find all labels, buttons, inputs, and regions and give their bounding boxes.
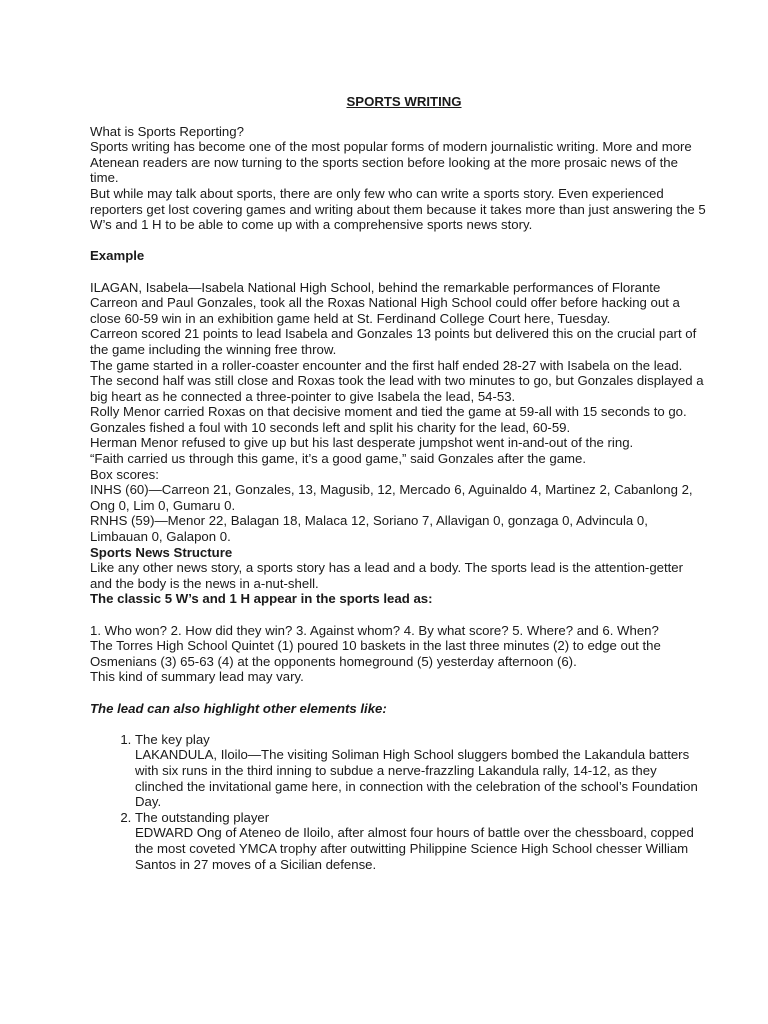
example-paragraph: Carreon scored 21 points to lead Isabela and Gonzales 13 points but delivered this on the crucial part of the game including the winning free throw. [90, 326, 697, 357]
vary-note: This kind of summary lead may vary. [90, 669, 304, 685]
example-paragraph: Rolly Menor carried Roxas on that decisive moment and tied the game at 59-all with 15 seconds to go. [90, 404, 687, 420]
example-paragraph: Gonzales fished a foul with 10 seconds left and split his charity for the lead, 60-59. [90, 419, 571, 435]
page-title: SPORTS WRITING [346, 94, 462, 109]
list-item-text: EDWARD Ong of Ateneo de Iloilo, after almost four hours of battle over the chessboard, copped the most coveted YMCA trophy after outwitting Philippine Science High School chesser William Santos in 27 moves of a Sicilian defense. [135, 825, 694, 872]
example-paragraph: Herman Menor refused to give up but his last desperate jumpshot went in-and-out of the ring. [90, 435, 634, 451]
list-item-label: 2. The outstanding player [135, 809, 270, 825]
intro-question: What is Sports Reporting? [90, 123, 244, 139]
list-item-text: LAKANDULA, Iloilo—The visiting Soliman High School sluggers bombed the Lakandula batters with six runs in the third inning to subdue a nerve-frazzling Lakandula rally, 14-12, as they clinched the invitational game here, in connection with the celebration of the school’s Foundation Day. [135, 747, 698, 810]
intro-paragraph-2: But while may talk about sports, there are only few who can write a sports story. Even experienced reporters get lost covering games and writing about them because it takes more than just answering the 5 W’s and 1 H to be able to come up with a comprehensive sports news story. [90, 185, 706, 233]
box-scores-label: Box scores: [90, 466, 159, 482]
example-paragraph: The second half was still close and Roxas took the lead with two minutes to go, but Gonzales displayed a big heart as he connected a three-pointer to give Isabela the lead, 54-53. [90, 373, 704, 404]
elements-heading: The lead can also highlight other elements like: [90, 700, 387, 716]
classic-heading: The classic 5 W’s and 1 H appear in the sports lead as: [90, 591, 433, 607]
example-paragraph: ILAGAN, Isabela—Isabela National High School, behind the remarkable performances of Florante Carreon and Paul Gonzales, took all the Roxas National High School could offer before hacking out a close 60-59 win in an exhibition game held at St. Ferdinand College Court here, Tuesday. [90, 279, 680, 326]
intro-paragraph-1: Sports writing has become one of the most popular forms of modern journalistic writing. More and more Atenean readers are now turning to the sports section before looking at the more prosaic news of the time. [90, 139, 692, 186]
example-paragraph: “Faith carried us through this game, it’s a good game,” said Gonzales after the game. [90, 451, 587, 467]
structure-paragraph: Like any other news story, a sports story has a lead and a body. The sports lead is the attention-getter and the body is the news in a-nut-shell. [90, 560, 684, 591]
list-item [135, 810, 708, 872]
structure-heading: Sports News Structure [90, 544, 233, 560]
list-item-label: 1. The key play [135, 731, 210, 747]
list-item [135, 732, 708, 810]
box-score-inhs: INHS (60)—Carreon 21, Gonzales, 13, Magusib, 12, Mercado 6, Aguinaldo 4, Martinez 2, Cabanlong 2, Ong 0, Lim 0, Gumaru 0. [90, 482, 693, 513]
example-heading: Example [90, 248, 145, 264]
box-score-rnhs: RNHS (59)—Menor 22, Balagan 18, Malaca 12, Soriano 7, Allavigan 0, gonzaga 0, Advincula 0, Limbauan 0, Galapon 0. [90, 513, 648, 545]
example-paragraph: The game started in a roller-coaster encounter and the first half ended 28-27 with Isabela on the lead. [90, 357, 683, 373]
questions-line: 1. Who won? 2. How did they win? 3. Against whom? 4. By what score? 5. Where? and 6. When? [90, 622, 659, 638]
elements-list [90, 732, 708, 872]
example-lead: The Torres High School Quintet (1) poured 10 baskets in the last three minutes (2) to edge out the Osmenians (3) 65-63 (4) at the opponents homeground (5) yesterday afternoon (6). [90, 638, 661, 669]
